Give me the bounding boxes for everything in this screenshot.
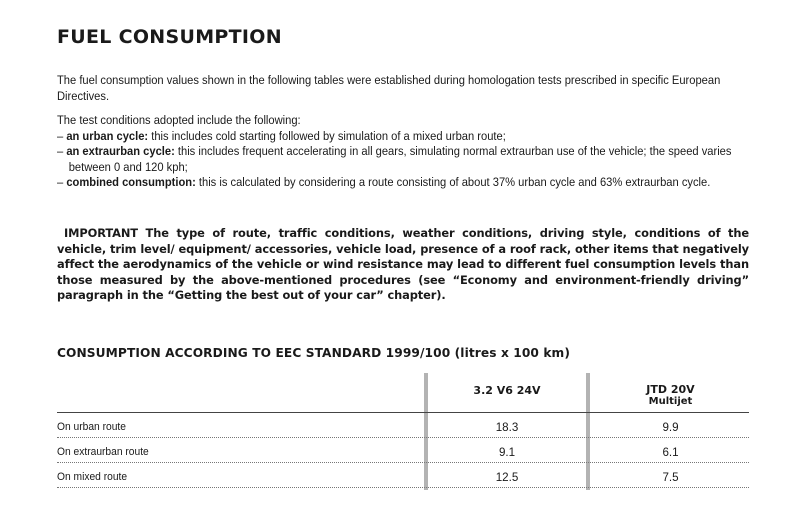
row-divider [57, 437, 749, 438]
row-divider [57, 462, 749, 463]
cell-value: 9.9 [662, 421, 679, 434]
intro-paragraph: The fuel consumption values shown in the following tables were established during homologation tests prescribed in specific European Directives. [57, 73, 721, 103]
conditions-intro: The test conditions adopted include the following: [57, 113, 301, 127]
important-note [57, 226, 749, 304]
important-text: The type of route, traffic conditions, weather conditions, driving style, conditions of the vehicle, trim level/ equipment/ accessories, vehicle load, presence of a roof rack, other items that negatively affect the aerodynamics of the vehicle or wind resistance may lead to different fuel consumption levels than those measured by the above-mentioned procedures (see “Economy and environment-friendly driving” paragraph in the “Getting the best out of your car” chapter). [57, 226, 749, 302]
column-subname: Multijet [648, 396, 693, 407]
table-header-rule [57, 412, 749, 413]
important-lead: IMPORTANT [64, 226, 138, 240]
row-label: On urban route [57, 421, 126, 433]
page-title: FUEL CONSUMPTION [57, 26, 282, 48]
condition-text: this is calculated by considering a route consisting of about 37% urban cycle and 63% extraurban cycle. [195, 175, 711, 189]
condition-term: an extraurban cycle: [66, 144, 175, 158]
column-divider [424, 373, 428, 490]
row-label: On mixed route [57, 471, 128, 483]
column-header-diesel [592, 384, 749, 408]
column-header-petrol [430, 385, 584, 397]
list-dash: – [57, 175, 64, 189]
condition-term: an urban cycle: [66, 128, 149, 143]
condition-text: this includes cold starting followed by simulation of a mixed urban route; [148, 128, 506, 143]
column-divider [586, 373, 590, 490]
cell-value: 7.5 [662, 471, 679, 484]
column-name: 3.2 V6 24V [473, 384, 541, 397]
cell-value: 12.5 [495, 471, 519, 484]
cell-value: 9.1 [498, 446, 516, 459]
condition-combined [57, 175, 749, 191]
list-dash: – [57, 144, 64, 158]
condition-extraurban-cycle [57, 144, 749, 175]
condition-term: combined consumption: [66, 175, 196, 189]
column-name: JTD 20V [646, 383, 695, 396]
test-conditions [57, 113, 749, 191]
condition-urban-cycle [57, 129, 749, 145]
cell-value: 6.1 [662, 446, 679, 459]
cell-value: 18.3 [495, 421, 519, 434]
row-label: On extraurban route [57, 446, 149, 458]
condition-text: this includes frequent accelerating in all gears, simulating normal extraurban use of the vehicle; the speed varies between 0 and 120 kph; [68, 144, 732, 174]
table-title: CONSUMPTION ACCORDING TO EEC STANDARD 1999/100 (litres x 100 km) [57, 346, 571, 360]
list-dash: – [57, 128, 64, 143]
row-divider [57, 487, 749, 488]
